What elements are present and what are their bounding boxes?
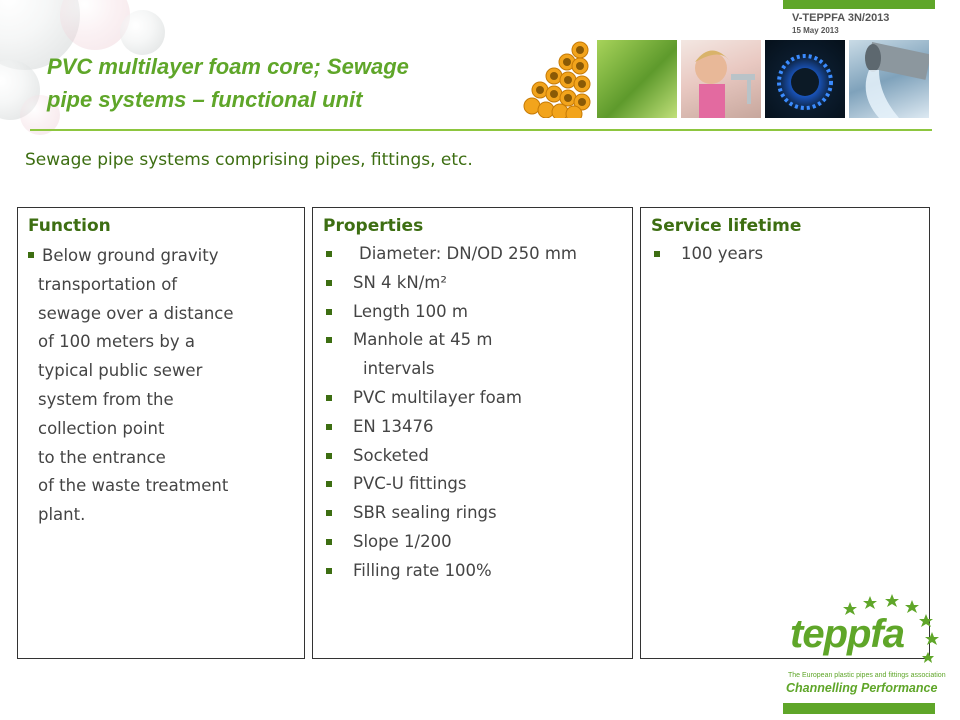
square-bullet-icon bbox=[326, 539, 332, 545]
square-bullet-icon bbox=[326, 453, 332, 459]
list-item: SBR sealing rings bbox=[323, 499, 622, 528]
function-description bbox=[28, 242, 294, 530]
service-lifetime-heading: Service lifetime bbox=[651, 216, 802, 236]
logo-slogan: Channelling Performance bbox=[786, 681, 938, 695]
page-title bbox=[47, 50, 487, 116]
list-item: Slope 1/200 bbox=[323, 528, 622, 557]
bottom-accent-bar bbox=[783, 703, 935, 714]
properties-list bbox=[323, 240, 622, 586]
function-line: system from the bbox=[38, 389, 174, 409]
properties-box bbox=[312, 207, 633, 659]
top-accent-bar bbox=[783, 0, 935, 9]
square-bullet-icon bbox=[326, 309, 332, 315]
title-divider bbox=[30, 129, 932, 131]
function-line: collection point bbox=[38, 418, 165, 438]
intro-text: Sewage pipe systems comprising pipes, fittings, etc. bbox=[25, 150, 473, 170]
square-bullet-icon bbox=[326, 510, 332, 516]
function-line: transportation of bbox=[38, 274, 178, 294]
document-reference: V-TEPPFA 3N/2013 bbox=[792, 12, 890, 24]
list-item: PVC multilayer foam bbox=[323, 384, 622, 413]
square-bullet-icon bbox=[326, 395, 332, 401]
square-bullet-icon bbox=[326, 424, 332, 430]
square-bullet-icon bbox=[28, 252, 34, 258]
list-item: Socketed bbox=[323, 442, 622, 471]
square-bullet-icon bbox=[326, 481, 332, 487]
child-faucet-photo bbox=[681, 40, 761, 118]
function-line: sewage over a distance bbox=[38, 303, 234, 323]
document-date: 15 May 2013 bbox=[792, 26, 839, 35]
function-box bbox=[17, 207, 305, 659]
square-bullet-icon bbox=[326, 280, 332, 286]
pipes-photo bbox=[522, 40, 593, 118]
title-line-2: pipe systems – functional unit bbox=[47, 87, 363, 112]
service-list bbox=[651, 240, 919, 269]
logo-tagline: The European plastic pipes and fittings association bbox=[788, 672, 946, 679]
logo-wordmark: teppfa bbox=[790, 612, 904, 656]
gas-flame-photo bbox=[765, 40, 845, 118]
list-item: EN 13476 bbox=[323, 413, 622, 442]
function-line: typical public sewer bbox=[38, 361, 203, 381]
list-item: SN 4 kN/m² bbox=[323, 269, 622, 298]
function-line: plant. bbox=[38, 505, 86, 525]
water-pipe-photo bbox=[849, 40, 929, 118]
list-item: PVC-U fittings bbox=[323, 470, 622, 499]
list-item: 100 years bbox=[651, 240, 919, 269]
square-bullet-icon bbox=[326, 251, 332, 257]
function-heading: Function bbox=[28, 216, 111, 236]
list-item: Diameter: DN/OD 250 mm bbox=[323, 240, 622, 269]
list-item: Length 100 m bbox=[323, 298, 622, 327]
list-item: Filling rate 100% bbox=[323, 557, 622, 586]
square-bullet-icon bbox=[326, 568, 332, 574]
teppfa-logo bbox=[780, 590, 946, 700]
list-item: Manhole at 45 m intervals bbox=[323, 326, 622, 384]
title-line-1: PVC multilayer foam core; Sewage bbox=[47, 54, 409, 79]
function-line: Below ground gravity bbox=[28, 242, 294, 271]
leaves-photo bbox=[597, 40, 677, 118]
function-line: of the waste treatment bbox=[38, 476, 229, 496]
properties-heading: Properties bbox=[323, 216, 424, 236]
square-bullet-icon bbox=[654, 251, 660, 257]
function-line: to the entrance bbox=[38, 447, 166, 467]
function-line: of 100 meters by a bbox=[38, 332, 195, 352]
square-bullet-icon bbox=[326, 337, 332, 343]
